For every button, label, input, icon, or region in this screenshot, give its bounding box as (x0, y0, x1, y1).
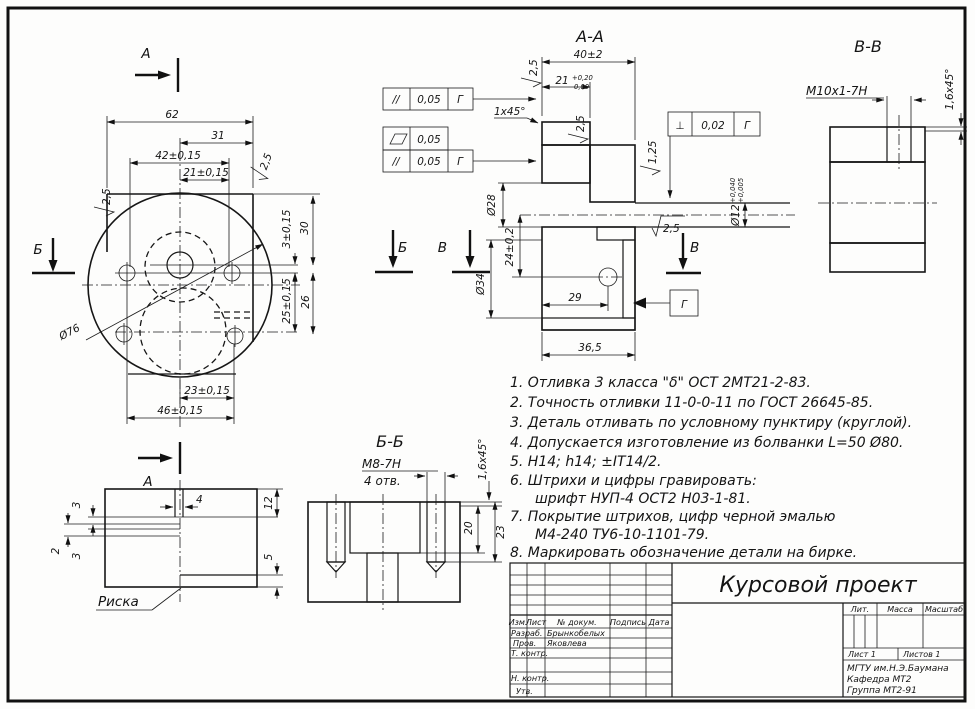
riska-label: Риска (98, 594, 139, 610)
dim-21: 21 (555, 75, 569, 87)
roughness-value: 2,5 (663, 223, 680, 235)
sheets-total: Листов 1 (903, 650, 941, 659)
section-vv-title: В-В (854, 37, 882, 56)
note-line: 5. Н14; h14; ±IT14/2. (510, 454, 662, 470)
roughness-value: 2,5 (528, 59, 540, 76)
dim-29: 29 (568, 292, 582, 304)
section-arrow-v-right (666, 233, 701, 273)
parallel-icon: // (392, 94, 400, 106)
dim-40: 40±2 (573, 49, 603, 61)
dim-21-lower: 0,00 (574, 83, 590, 91)
dim-chamfer: 1х45° (494, 106, 526, 118)
section-bb (308, 432, 507, 610)
side-view (50, 442, 283, 610)
dim-46: 46±0,15 (157, 405, 203, 417)
section-label-a: А (143, 474, 153, 490)
roughness-mark (521, 59, 541, 87)
parallel-icon: // (392, 156, 400, 168)
org-line-2: Кафедра МТ2 (847, 675, 912, 685)
thread-holes-count: 4 отв. (364, 474, 401, 488)
roughness-mark (94, 188, 114, 216)
dim-23: 23 (495, 525, 507, 539)
note-line: 2. Точность отливки 11-0-0-11 по ГОСТ 26645-85. (510, 395, 874, 411)
dim-d76: Ø76 (57, 321, 83, 343)
lit-header: Лит. (850, 605, 870, 614)
note-line: 6. Штрихи и цифры гравировать: (510, 473, 757, 489)
sheet-number: Лист 1 (848, 650, 876, 659)
dim-chamfer: 1,6х45° (477, 438, 489, 480)
note-line: 7. Покрытие штрихов, цифр черной эмалью (510, 509, 836, 525)
roughness-value: 1,25 (647, 140, 659, 164)
fcf-datum: Г (744, 120, 750, 132)
section-label-b: Б (33, 242, 43, 258)
section-aa-title: А-А (576, 27, 604, 46)
roughness-mark (568, 115, 588, 143)
thread-callout: М8-7Н (362, 457, 401, 471)
col-docum: № докум. (557, 618, 597, 627)
col-date: Дата (648, 618, 670, 627)
dim-d34: Ø34 (475, 273, 487, 295)
dim-3b: 3 (71, 552, 83, 560)
note-line: 4. Допускается изготовление из болванки L=50 Ø80. (510, 435, 904, 451)
technical-notes (510, 375, 912, 561)
row-razrab: Разраб. (511, 629, 543, 638)
col-sign: Подпись (610, 618, 646, 627)
perpendicular-icon: ⊥ (675, 120, 685, 132)
roughness-mark (652, 216, 685, 236)
dim-4: 4 (196, 494, 203, 506)
dim-20: 20 (463, 521, 475, 535)
note-line: 8. Маркировать обозначение детали на бирке. (510, 545, 858, 561)
col-izm: Изм. (508, 618, 528, 627)
section-label-a: А (141, 46, 151, 62)
dim-21: 21±0,15 (183, 167, 229, 179)
roughness-value: 2,5 (257, 151, 275, 172)
col-list: Лист (525, 618, 547, 627)
fcf-datum: Г (457, 156, 463, 168)
massa-header: Масса (887, 605, 913, 614)
fcf-tolerance: 0,05 (417, 156, 441, 168)
row-utv: Утв. (516, 687, 533, 696)
razrab-name: Брынкобелых (547, 629, 605, 638)
dim-d12-group (729, 178, 745, 227)
flatness-icon (390, 134, 407, 144)
dim-365: 36,5 (578, 342, 602, 354)
dim-chamfer: 1,6х45° (944, 68, 956, 110)
org-line-3: Группа МТ2-91 (847, 686, 917, 696)
fcf-flatness-parallelism (383, 127, 536, 172)
dim-12: 12 (263, 496, 275, 510)
dim-26: 26 (300, 295, 312, 309)
scale-header: Масштаб (924, 605, 964, 614)
org-line-1: МГТУ им.Н.Э.Баумана (847, 664, 949, 674)
fcf-tolerance: 0,05 (417, 94, 441, 106)
roughness-mark (640, 140, 660, 175)
dim-31: 31 (211, 130, 225, 142)
section-arrow-a-bottom (138, 442, 180, 490)
dim-3: 3±0,15 (281, 209, 293, 249)
dim-24: 24±0,2 (504, 227, 516, 267)
fcf-tolerance: 0,02 (701, 120, 725, 132)
datum-flag-g (633, 290, 698, 316)
section-arrow-v-mid (438, 230, 490, 272)
dim-d12-lower: +0,005 (737, 177, 745, 203)
section-aa (383, 27, 795, 361)
document-title: Курсовой проект (719, 573, 917, 598)
roughness-value: 2,5 (575, 115, 587, 132)
section-arrow-b-left (32, 238, 75, 273)
dim-42: 42±0,15 (155, 150, 201, 162)
fcf-tolerance: 0,05 (417, 134, 441, 146)
dim-2: 2 (50, 547, 62, 555)
row-nkontr: Н. контр. (511, 674, 550, 683)
row-tkontr: Т. контр. (511, 649, 549, 658)
front-view (32, 46, 320, 430)
dim-d28: Ø28 (486, 194, 498, 216)
dim-21-upper: +0,20 (572, 74, 593, 82)
fcf-perpendicularity (668, 112, 760, 198)
bolt-holes (116, 262, 243, 347)
dim-30: 30 (299, 221, 311, 235)
dim-d12: Ø12 (730, 204, 742, 226)
datum-label: Г (681, 299, 687, 311)
roughness-mark (248, 149, 276, 182)
roughness-value: 2,5 (101, 188, 113, 205)
section-vv (806, 37, 967, 272)
fcf-datum: Г (457, 94, 463, 106)
section-label-b: Б (398, 240, 408, 256)
thread-callout: М10х1-7Н (806, 84, 868, 98)
row-prov: Пров. (513, 639, 537, 648)
title-block (509, 563, 965, 697)
dim-23: 23±0,15 (184, 385, 230, 397)
section-label-v: В (690, 240, 700, 256)
dim-3a: 3 (71, 501, 83, 509)
note-line: 3. Деталь отливать по условному пунктиру (круглой). (510, 415, 913, 431)
dim-d12-upper: +0,040 (729, 177, 737, 203)
section-bb-title: Б-Б (376, 432, 404, 451)
dim-62: 62 (165, 109, 179, 121)
note-line: М4-240 ТУ6-10-1101-79. (535, 527, 710, 543)
note-line: 1. Отливка 3 класса "δ" ОСТ 2МТ21-2-83. (510, 375, 811, 391)
section-label-v: В (437, 240, 447, 256)
dim-25: 25±0,15 (281, 278, 293, 324)
prov-name: Яковлева (547, 639, 587, 648)
dim-5: 5 (263, 553, 275, 561)
note-line: шрифт НУП-4 ОСТ2 Н03-1-81. (535, 491, 751, 507)
section-arrow-b-mid (375, 230, 413, 272)
section-arrow-a-top (135, 46, 178, 92)
